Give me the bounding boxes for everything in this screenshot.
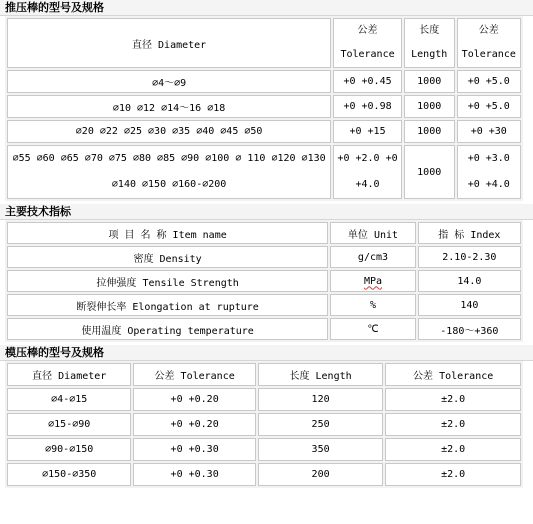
row3-length: 1000: [404, 120, 455, 143]
m-row4-diameter: ∅150-∅350: [7, 463, 131, 486]
header-length-3: 长度 Length: [258, 363, 383, 386]
m-row2-diameter: ∅15-∅90: [7, 413, 131, 436]
unit-tensile-strength: MPa: [330, 270, 416, 292]
extruded-rod-table: [5, 16, 523, 201]
header-tolerance: 公差 Tolerance: [333, 18, 402, 68]
row1-length: 1000: [404, 70, 455, 93]
header-index: 指 标 Index: [418, 222, 521, 244]
item-operating-temperature: 使用温度 Operating temperature: [7, 318, 328, 340]
unit-density: g/cm3: [330, 246, 416, 268]
index-elongation: 140: [418, 294, 521, 316]
row4-diameter: ∅55 ∅60 ∅65 ∅70 ∅75 ∅80 ∅85 ∅90 ∅100 ∅ 110 ∅120 ∅130 ∅140 ∅150 ∅160-∅200: [7, 145, 331, 199]
item-elongation: 断裂伸长率 Elongation at rupture: [7, 294, 328, 316]
unit-operating-temperature: ℃: [330, 318, 416, 340]
m-row3-tolerance-2: ±2.0: [385, 438, 521, 461]
item-tensile-strength: 拉伸强度 Tensile Strength: [7, 270, 328, 292]
m-row4-tolerance-2: ±2.0: [385, 463, 521, 486]
m-row1-tolerance: +0 +0.20: [133, 388, 255, 411]
section3-title: 模压棒的型号及规格: [0, 345, 533, 361]
m-row3-tolerance: +0 +0.30: [133, 438, 255, 461]
m-row4-tolerance: +0 +0.30: [133, 463, 255, 486]
index-tensile-strength: 14.0: [418, 270, 521, 292]
row1-tolerance-2: +0 +5.0: [457, 70, 521, 93]
row2-diameter: ∅10 ∅12 ∅14～16 ∅18: [7, 95, 331, 118]
section1-title: 推压棒的型号及规格: [0, 0, 533, 16]
header-tolerance-3b: 公差 Tolerance: [385, 363, 521, 386]
header-item-name: 项 目 名 称 Item name: [7, 222, 328, 244]
section2-title: 主要技术指标: [0, 204, 533, 220]
header-tolerance-3: 公差 Tolerance: [133, 363, 255, 386]
row3-diameter: ∅20 ∅22 ∅25 ∅30 ∅35 ∅40 ∅45 ∅50: [7, 120, 331, 143]
m-row4-length: 200: [258, 463, 383, 486]
index-density: 2.10-2.30: [418, 246, 521, 268]
row3-tolerance-2: +0 +30: [457, 120, 521, 143]
technical-index-table: [5, 220, 523, 342]
m-row2-tolerance-2: ±2.0: [385, 413, 521, 436]
row4-length: 1000: [404, 145, 455, 199]
row2-tolerance-2: +0 +5.0: [457, 95, 521, 118]
row2-tolerance: +0 +0.98: [333, 95, 402, 118]
m-row2-tolerance: +0 +0.20: [133, 413, 255, 436]
index-operating-temperature: -180～+360: [418, 318, 521, 340]
header-tolerance-2: 公差 Tolerance: [457, 18, 521, 68]
row4-tolerance: +0 +2.0 +0 +4.0: [333, 145, 402, 199]
row4-tolerance-2: +0 +3.0 +0 +4.0: [457, 145, 521, 199]
row1-diameter: ∅4～∅9: [7, 70, 331, 93]
row2-length: 1000: [404, 95, 455, 118]
m-row3-length: 350: [258, 438, 383, 461]
m-row3-diameter: ∅90-∅150: [7, 438, 131, 461]
m-row2-length: 250: [258, 413, 383, 436]
item-density: 密度 Density: [7, 246, 328, 268]
row1-tolerance: +0 +0.45: [333, 70, 402, 93]
molded-rod-table: [5, 361, 523, 488]
m-row1-tolerance-2: ±2.0: [385, 388, 521, 411]
m-row1-length: 120: [258, 388, 383, 411]
m-row1-diameter: ∅4-∅15: [7, 388, 131, 411]
header-unit: 单位 Unit: [330, 222, 416, 244]
header-diameter-3: 直径 Diameter: [7, 363, 131, 386]
unit-elongation: %: [330, 294, 416, 316]
header-diameter: 直径 Diameter: [7, 18, 331, 68]
row3-tolerance: +0 +15: [333, 120, 402, 143]
header-length: 长度 Length: [404, 18, 455, 68]
